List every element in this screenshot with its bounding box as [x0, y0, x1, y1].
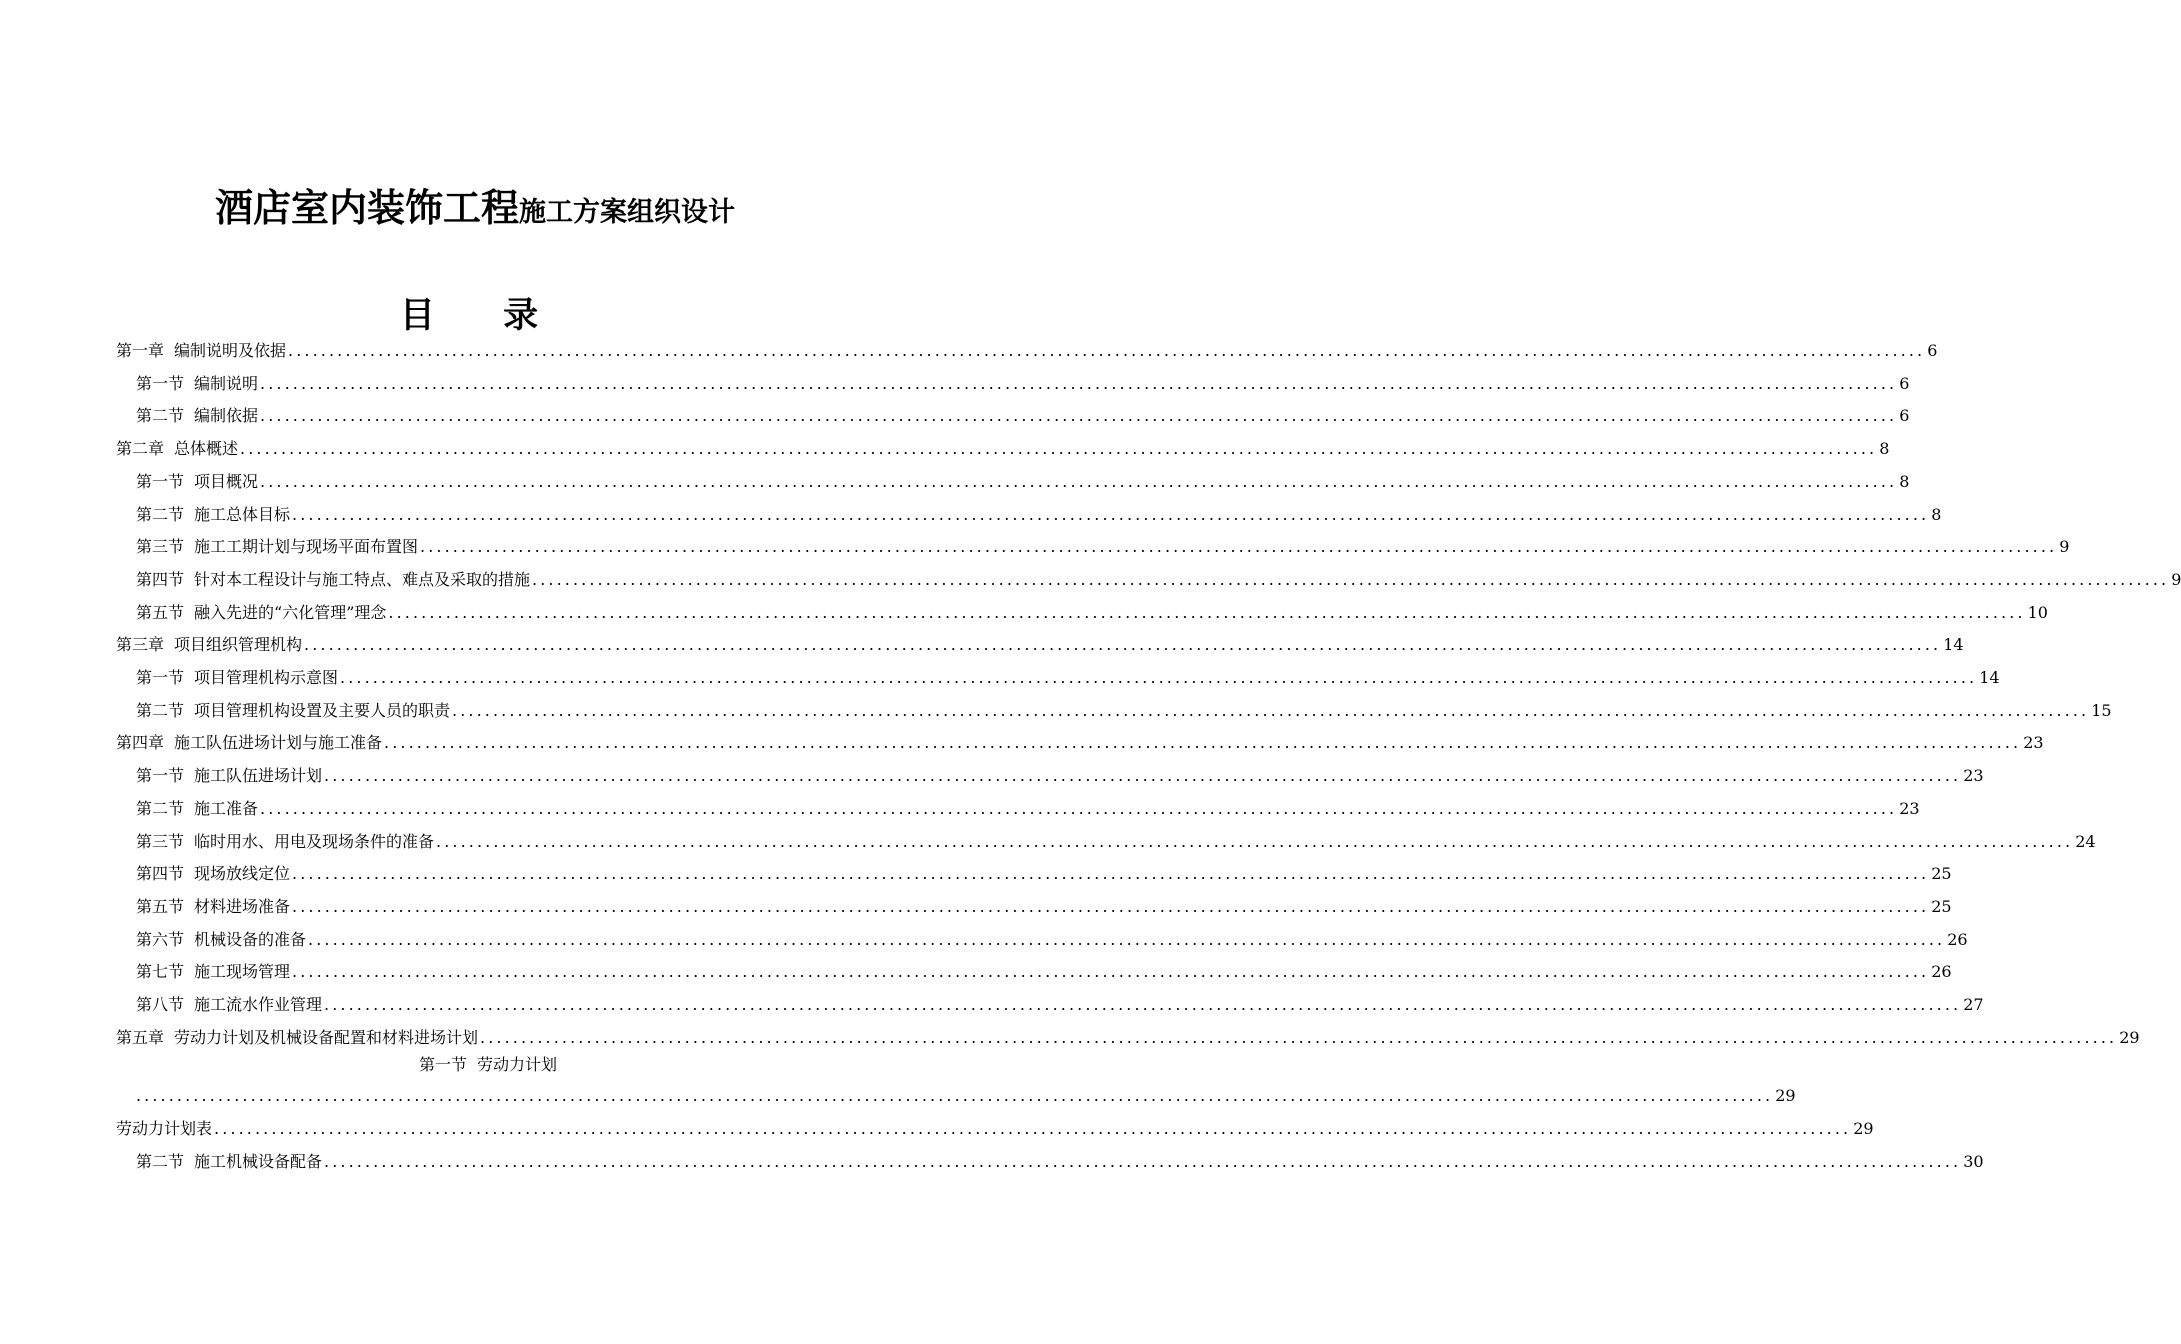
toc-leader-dots: ........................................................................................................................................................................................................	[384, 733, 2022, 752]
toc-entry-label	[116, 341, 286, 361]
toc-entry-label	[116, 439, 238, 459]
toc-entry-page: 9	[2059, 537, 2070, 556]
toc-entry-title: 项目管理机构示意图	[194, 668, 339, 687]
toc-entry-number: 第二节	[136, 406, 185, 425]
toc-entry-number: 第四章	[116, 733, 165, 752]
toc-entry-section[interactable]	[136, 791, 1920, 819]
toc-entry-section[interactable]	[136, 660, 2000, 688]
toc-entry-number: 第二节	[136, 799, 185, 818]
toc-entry-page: 9	[2171, 570, 2181, 589]
toc-leader-dots: ........................................................................................................................................................................................................	[436, 832, 2074, 851]
toc-entry-title: 总体概述	[174, 439, 239, 458]
document-title-large: 酒店室内装饰工程	[214, 185, 519, 230]
toc-entry-title: 施工工期计划与现场平面布置图	[194, 537, 419, 556]
toc-entry-page: 25	[1931, 864, 1952, 883]
toc-heading: 目 录	[399, 295, 567, 336]
toc-entry-title: 编制依据	[194, 406, 259, 425]
toc-leader-dots: ........................................................................................................................................................................................................	[452, 701, 2090, 720]
toc-entry-section[interactable]	[136, 366, 1910, 394]
toc-leader-dots: ........................................................................................................................................................................................................	[292, 897, 1930, 916]
toc-entry-chapter[interactable]	[116, 627, 1964, 655]
toc-entry-page: 10	[2027, 603, 2048, 622]
toc-entry-title: 现场放线定位	[194, 864, 291, 883]
toc-entry-section[interactable]	[136, 758, 1984, 786]
toc-entry-title: 施工总体目标	[194, 505, 291, 524]
toc-leader-dots: ........................................................................................................................................................................................................	[304, 635, 1942, 654]
toc-entry-title: 机械设备的准备	[194, 930, 307, 949]
toc-entry-section[interactable]	[136, 922, 1968, 950]
toc-leader-dots: ........................................................................................................................................................................................................	[388, 603, 2026, 622]
toc-entry-number: 第七节	[136, 962, 185, 981]
toc-entry-label	[136, 406, 258, 426]
toc-entry-title: 施工现场管理	[194, 962, 291, 981]
toc-entry-label	[136, 930, 306, 950]
toc-entry-label	[136, 668, 338, 688]
toc-entry-number: 第一章	[116, 341, 165, 360]
toc-entry-number: 第三节	[136, 832, 185, 851]
toc-entry-centered[interactable]	[0, 1055, 976, 1075]
toc-entry-section[interactable]	[136, 595, 2048, 623]
toc-entry-label	[136, 766, 322, 786]
toc-leader-dots: ........................................................................................................................................................................................................	[292, 864, 1930, 883]
toc-leader-dots: ........................................................................................................................................................................................................	[288, 341, 1926, 360]
toc-entry-number: 第八节	[136, 995, 185, 1014]
toc-entry-number: 第五节	[136, 897, 185, 916]
toc-entry-title: 临时用水、用电及现场条件的准备	[194, 832, 435, 851]
toc-entry-label	[116, 1119, 212, 1139]
toc-leader-dots: ........................................................................................................................................................................................................	[420, 537, 2058, 556]
toc-entry-section[interactable]	[136, 497, 1942, 525]
toc-entry-number: 第四节	[136, 570, 185, 589]
toc-entry-title: 施工机械设备配备	[194, 1152, 323, 1171]
toc-entry-title: 劳动力计划	[477, 1055, 558, 1074]
toc-leader-dots: ........................................................................................................................................................................................................	[260, 472, 1898, 491]
toc-entry-label	[136, 962, 290, 982]
toc-entry-number: 第四节	[136, 864, 185, 883]
toc-entry-chapter[interactable]	[116, 725, 2044, 753]
toc-entry-section[interactable]	[136, 889, 1952, 917]
toc-leader-dots: ........................................................................................................................................................................................................	[324, 995, 1962, 1014]
toc-entry-page: 8	[1931, 505, 1942, 524]
toc-entry-page: 26	[1931, 962, 1952, 981]
toc-entry-title: 针对本工程设计与施工特点、难点及采取的措施	[194, 570, 531, 589]
toc-entry-number: 第六节	[136, 930, 185, 949]
toc-leader-dots: ........................................................................................................................................................................................................	[324, 1152, 1962, 1171]
toc-entry-page: 30	[1963, 1152, 1984, 1171]
toc-entry-section[interactable]	[136, 856, 1952, 884]
toc-entry-title: 项目概况	[194, 472, 259, 491]
toc-entry-label	[136, 995, 322, 1015]
toc-entry-section[interactable]	[136, 693, 2112, 721]
toc-entry-label	[116, 1028, 478, 1048]
toc-entry-page: 25	[1931, 897, 1952, 916]
toc-entry-chapter[interactable]	[116, 333, 1938, 361]
toc-entry-chapter[interactable]	[116, 431, 1890, 459]
toc-entry-page: 23	[1899, 799, 1920, 818]
toc-entry-label	[136, 374, 258, 394]
toc-entry-number: 第五节	[136, 603, 185, 622]
toc-entry-page: 24	[2075, 832, 2096, 851]
toc-leader-dots: ........................................................................................................................................................................................................	[260, 406, 1898, 425]
toc-entry-page: 23	[2023, 733, 2044, 752]
toc-entry-page: 29	[1853, 1119, 1874, 1138]
toc-entry-page: 29	[1775, 1086, 1796, 1105]
document-title	[0, 186, 950, 230]
toc-entry-page: 15	[2091, 701, 2112, 720]
toc-leader-dots: ........................................................................................................................................................................................................	[136, 1086, 1774, 1105]
toc-entry-number: 第二节	[136, 701, 185, 720]
toc-entry-chapter[interactable]	[116, 1020, 2140, 1048]
toc-entry-label	[116, 733, 382, 753]
toc-entry-label	[136, 799, 258, 819]
toc-entry-label	[136, 897, 290, 917]
toc-entry-section[interactable]	[136, 398, 1910, 426]
toc-entry-page: 26	[1947, 930, 1968, 949]
toc-entry-title: 项目组织管理机构	[174, 635, 303, 654]
toc-entry-label	[136, 701, 450, 721]
toc-entry-title: 材料进场准备	[194, 897, 291, 916]
toc-entry-number: 第二节	[136, 505, 185, 524]
toc-entry-title: 编制说明及依据	[174, 341, 287, 360]
toc-entry-number: 第二节	[136, 1152, 185, 1171]
toc-entry-page: 6	[1899, 374, 1910, 393]
toc-entry-number: 第五章	[116, 1028, 165, 1047]
toc-leader-dots: ........................................................................................................................................................................................................	[532, 570, 2170, 589]
toc-leader-dots: ........................................................................................................................................................................................................	[240, 439, 1878, 458]
toc-entry-label	[136, 505, 290, 525]
toc-entry-number: 第一节	[136, 766, 185, 785]
toc-entry-section[interactable]	[136, 824, 2096, 852]
toc-entry-chapter[interactable]	[116, 1111, 1874, 1139]
toc-leader-dots: ........................................................................................................................................................................................................	[292, 505, 1930, 524]
toc-entry-section[interactable]	[136, 954, 1952, 982]
toc-leader-dots: ........................................................................................................................................................................................................	[260, 799, 1898, 818]
toc-entry-number: 第三章	[116, 635, 165, 654]
toc-entry-title: 施工队伍进场计划与施工准备	[174, 733, 383, 752]
toc-entry-page: 6	[1899, 406, 1910, 425]
toc-entry-page: 27	[1963, 995, 1984, 1014]
toc-entry-label	[116, 635, 302, 655]
toc-entry-number: 第一节	[136, 472, 185, 491]
toc-entry-continuation[interactable]	[136, 1078, 1796, 1106]
toc-entry-title: 编制说明	[194, 374, 259, 393]
toc-entry-page: 14	[1943, 635, 1964, 654]
toc-entry-section[interactable]	[136, 987, 1984, 1015]
toc-entry-label	[136, 472, 258, 492]
toc-entry-number: 第二章	[116, 439, 165, 458]
toc-entry-section[interactable]	[136, 464, 1910, 492]
toc-leader-dots: ........................................................................................................................................................................................................	[308, 930, 1946, 949]
toc-leader-dots: ........................................................................................................................................................................................................	[324, 766, 1962, 785]
toc-entry-page: 29	[2119, 1028, 2140, 1047]
toc-entry-label	[136, 570, 530, 590]
toc-leader-dots: ........................................................................................................................................................................................................	[340, 668, 1978, 687]
toc-entry-page: 23	[1963, 766, 1984, 785]
toc-entry-section[interactable]	[136, 1144, 1984, 1172]
toc-leader-dots: ........................................................................................................................................................................................................	[214, 1119, 1852, 1138]
toc-entry-number: 第一节	[136, 374, 185, 393]
toc-entry-title: 项目管理机构设置及主要人员的职责	[194, 701, 451, 720]
toc-entry-section[interactable]	[136, 529, 2070, 557]
toc-entry-number: 第一节	[418, 1055, 467, 1074]
toc-entry-title: 施工准备	[194, 799, 259, 818]
toc-entry-number: 第一节	[136, 668, 185, 687]
toc-entry-title: 施工队伍进场计划	[194, 766, 323, 785]
toc-entry-title: 融入先进的“六化管理”理念	[194, 603, 387, 622]
toc-entry-label	[136, 1152, 322, 1172]
toc-entry-label	[136, 537, 418, 557]
toc-entry-title: 施工流水作业管理	[194, 995, 323, 1014]
toc-leader-dots: ........................................................................................................................................................................................................	[260, 374, 1898, 393]
toc-entry-page: 14	[1979, 668, 2000, 687]
toc-entry-label	[136, 864, 290, 884]
toc-entry-page: 6	[1927, 341, 1938, 360]
toc-leader-dots: ........................................................................................................................................................................................................	[480, 1028, 2118, 1047]
toc-entry-section[interactable]	[136, 562, 2181, 590]
document-title-small: 施工方案组织设计	[519, 197, 735, 228]
toc-entry-page: 8	[1879, 439, 1890, 458]
toc-entry-title: 劳动力计划及机械设备配置和材料进场计划	[174, 1028, 479, 1047]
toc-entry-title: 劳动力计划表	[116, 1119, 213, 1138]
toc-entry-label	[136, 603, 386, 623]
toc-entry-page: 8	[1899, 472, 1910, 491]
toc-entry-label	[136, 832, 434, 852]
toc-leader-dots: ........................................................................................................................................................................................................	[292, 962, 1930, 981]
toc-entry-number: 第三节	[136, 537, 185, 556]
